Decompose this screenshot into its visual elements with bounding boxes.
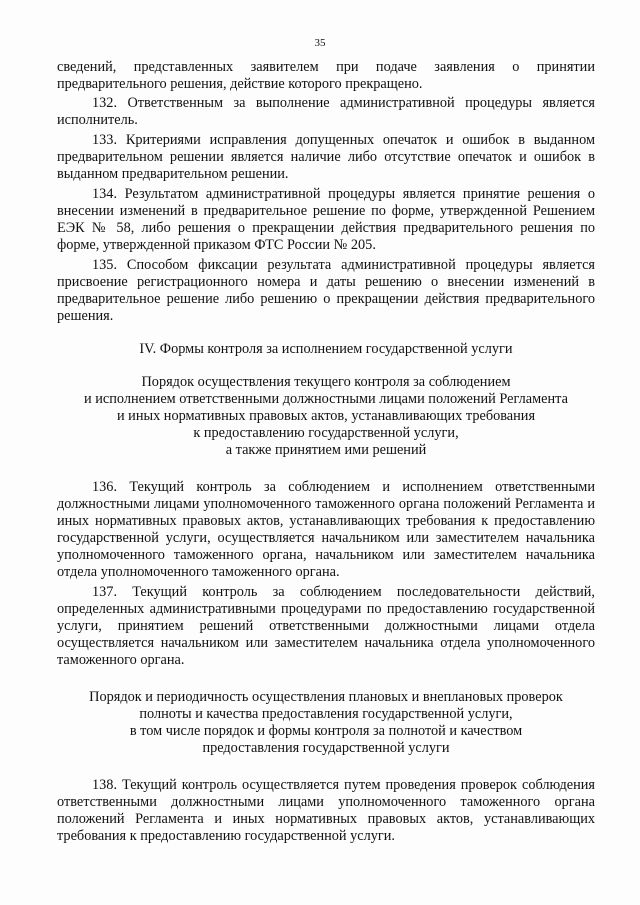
paragraph-135: 135. Способом фиксации результата административной процедуры является присвоение регистрационного номера и даты решению о внесении изменений в предварительное решение либо решению о прекращении действия предварительного решения. [57, 257, 595, 324]
subheading-line: а также принятием ими решений [225, 442, 427, 458]
paragraph-136: 136. Текущий контроль за соблюдением и исполнением ответственными должностными лицами уполномоченного таможенного органа положений Регламента и иных нормативных правовых актов, устанавливающих требования к предоставлению государственной услуги, осуществляется начальником или заместителем начальника уполномоченного таможенного органа, начальником или заместителем начальника отдела уполномоченного таможенного органа. [57, 479, 595, 580]
subheading-line: и исполнением ответственными должностными лицами положений Регламента [84, 391, 568, 407]
subheading-inspections [57, 689, 595, 757]
subheading-line: к предоставлению государственной услуги, [193, 425, 459, 441]
paragraph-134: 134. Результатом административной процедуры является принятие решения о внесении изменений в предварительное решение по форме, утвержденной Решением ЕЭК № 58, либо решения о прекращении действия предварительного решения по форме, утвержденной приказом ФТС России № 205. [57, 186, 595, 253]
subheading-line: и иных нормативных правовых актов, устанавливающих требования [116, 408, 536, 424]
document-body [57, 59, 595, 848]
subheading-line: полноты и качества предоставления государственной услуги, [139, 706, 513, 722]
subheading-line: Порядок осуществления текущего контроля за соблюдением [141, 374, 511, 390]
paragraph-132: 132. Ответственным за выполнение административной процедуры является исполнитель. [57, 95, 595, 128]
paragraph-133: 133. Критериями исправления допущенных опечаток и ошибок в выданном предварительном решении является наличие либо отсутствие опечаток и ошибок в выданном предварительном решении. [57, 132, 595, 182]
paragraph-138: 138. Текущий контроль осуществляется путем проведения проверок соблюдения ответственными должностными лицами уполномоченного таможенного органа положений Регламента и иных нормативных правовых актов, устанавливающих требования к предоставлению государственной услуги. [57, 777, 595, 844]
subheading-line: в том числе порядок и формы контроля за полнотой и качеством [129, 723, 523, 739]
subheading-line: предоставления государственной услуги [202, 740, 450, 756]
page-number: 35 [314, 37, 326, 49]
section-heading: IV. Формы контроля за исполнением государственной услуги [139, 341, 513, 357]
subheading-line: Порядок и периодичность осуществления плановых и внеплановых проверок [89, 689, 563, 705]
subheading-current-control [57, 374, 595, 459]
paragraph-137: 137. Текущий контроль за соблюдением последовательности действий, определенных административными процедурами по предоставлению государственной услуги, принятием решений ответственными должностными лицами отдела осуществляется начальником или заместителем начальника отдела уполномоченного таможенного органа. [57, 584, 595, 668]
paragraph-continuation: сведений, представленных заявителем при подаче заявления о принятии предварительного решения, действие которого прекращено. [57, 59, 595, 92]
